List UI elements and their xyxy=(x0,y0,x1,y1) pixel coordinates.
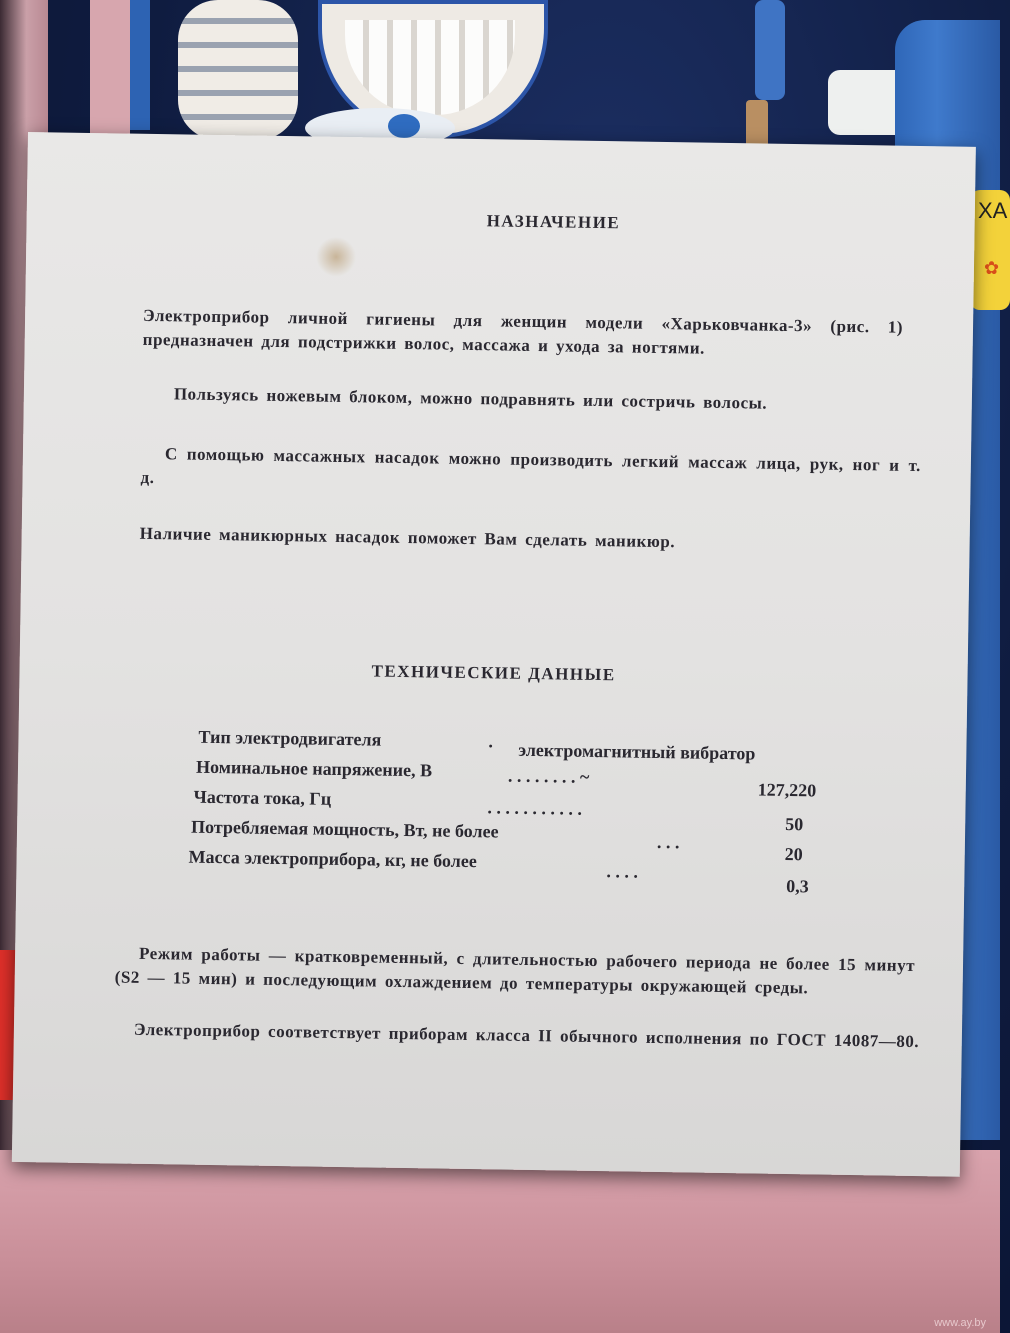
section-title-specs: ТЕХНИЧЕСКИЕ ДАННЫЕ xyxy=(371,661,616,685)
paragraph-purpose-2: Пользуясь ножевым блоком, можно подравнять или состричь волосы. xyxy=(173,384,768,413)
spec-value-mass: 0,3 xyxy=(786,876,809,897)
box-edge-bottom xyxy=(0,1150,1000,1333)
spec-value-power: 20 xyxy=(784,843,803,865)
coiled-cord xyxy=(178,0,298,140)
spec-value-motor: электромагнитный вибратор xyxy=(518,739,756,764)
paragraph-device-class: Электроприбор соответствует приборам класса II обычного исполнения по ГОСТ 14087—80. xyxy=(133,1019,920,1052)
spec-value-frequency: 50 xyxy=(785,813,804,835)
spec-label-frequency: Частота тока, Гц xyxy=(193,786,332,809)
paragraph-purpose-4: Наличие маникюрных насадок поможет Вам сделать маникюр. xyxy=(139,523,676,552)
paragraph-operating-mode: Режим работы — кратковременный, с длительностью рабочего периода не более 15 минут (S2 — 15 мин) и последующим охлаждением до температуры окружающей среды. xyxy=(114,943,916,998)
spec-dots-power: . . . xyxy=(656,831,680,853)
spec-dots-motor: . xyxy=(488,731,494,752)
round-attachment-center xyxy=(388,114,420,138)
section-title-purpose: НАЗНАЧЕНИЕ xyxy=(486,211,621,233)
instruction-sheet xyxy=(12,132,976,1177)
box-edge-top xyxy=(90,0,130,140)
spec-label-power: Потребляемая мощность, Вт, не более xyxy=(190,816,499,842)
device-label-text: ХА xyxy=(978,198,1008,223)
spec-dots-mass: . . . . xyxy=(606,861,639,882)
box-blue-stripe xyxy=(130,0,150,130)
spec-dots-voltage: . . . . . . . . ~ xyxy=(507,765,590,787)
watermark: www.ay.by xyxy=(934,1317,986,1329)
paragraph-purpose-3: С помощью массажных насадок можно производить легкий массаж лица, рук, ног и т. д. xyxy=(140,444,922,488)
paragraph-purpose-1: Электроприбор личной гигиены для женщин модели «Харьковчанка-3» (рис. 1) предназначен для подстрижки волос, массажа и ухода за ногтями. xyxy=(142,305,904,358)
flower-icon: ✿ xyxy=(984,258,1000,278)
spec-label-voltage: Номинальное напряжение, В xyxy=(195,756,433,781)
spec-dots-frequency: . . . . . . . . . . . xyxy=(487,797,583,819)
spec-label-mass: Масса электроприбора, кг, не более xyxy=(188,846,477,872)
paper-stain xyxy=(316,237,357,278)
spec-value-voltage: 127,220 xyxy=(757,779,817,801)
manicure-stick xyxy=(755,0,785,100)
spec-label-motor: Тип электродвигателя xyxy=(198,726,382,750)
